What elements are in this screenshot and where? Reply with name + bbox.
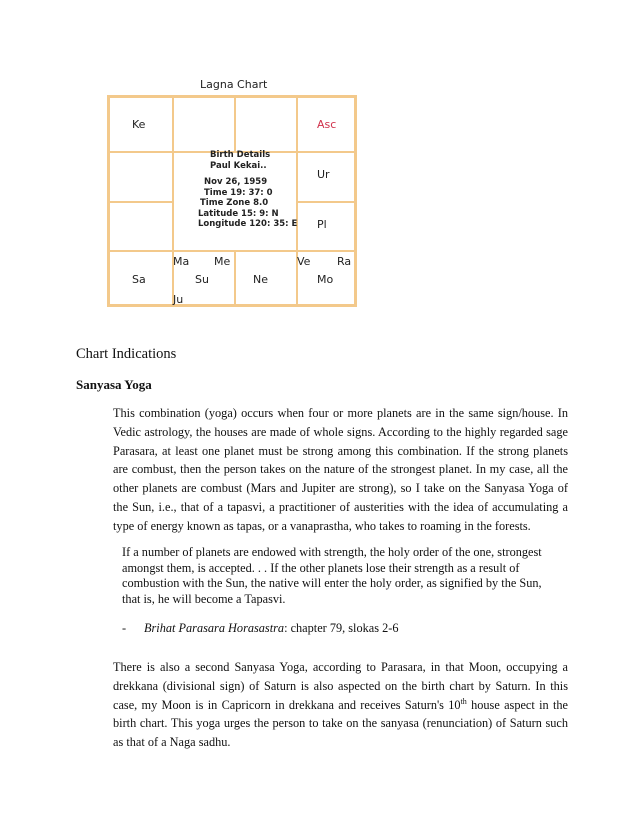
chart-divider <box>110 250 354 252</box>
block-quote: If a number of planets are endowed with strength, the holy order of the one, strongest amongst them, is accepted. . . If the other planets lose their strength as a result of combustion with the Sun, the native will enter the holy order, as signified by the Sun, that is, he will become a Tapasvi. <box>122 545 542 606</box>
citation-dash: - <box>122 621 127 635</box>
citation-reference: : chapter 79, slokas 2-6 <box>284 621 399 635</box>
paragraph-sanyasa-yoga: This combination (yoga) occurs when four or more planets are in the same sign/house. In Vedic astrology, the houses are made of whole signs. According to the highly regarded sage Parasara, at least one planet must be strong among this combination. If the strong planets are combust, then the person takes on the nature of the strongest planet. In my case, all the other planets are combust (Mars and Jupiter are strong), so I take on the Sanyasa Yoga of the Sun, i.e., that of a tapasvi, a practitioner of austerities with the idea of accumulating a type of energy known as tapas, or a vanaprastha, who takes to roaming in the forests. <box>113 406 568 533</box>
chart-title: Lagna Chart <box>200 78 268 91</box>
birth-details-name: Paul Kekai.. <box>210 160 267 171</box>
chart-divider <box>110 201 172 203</box>
house-label-neptune: Ne <box>253 273 268 286</box>
birth-time-zone: Time Zone 8.0 <box>200 198 269 208</box>
house-label-ascendant: Asc <box>317 118 337 131</box>
paragraph-second-yoga <box>113 658 568 752</box>
section-heading: Chart Indications <box>76 346 177 362</box>
house-label-saturn: Sa <box>132 273 146 286</box>
chart-divider <box>172 98 174 304</box>
chart-divider <box>234 250 236 304</box>
quote-citation <box>122 621 398 636</box>
house-label-ketu: Ke <box>132 118 146 131</box>
house-label-jupiter: Ju <box>173 293 184 306</box>
birth-time: Time 19: 37: 0 <box>204 187 273 198</box>
house-label-moon: Mo <box>317 273 334 286</box>
house-label-sun: Su <box>195 273 209 286</box>
house-label-pluto: Pl <box>317 218 327 231</box>
paragraph-second-text-b: house aspect in the birth chart. This yoga urges the person to take on the sanyasa (renunciation) of Saturn such as that of a Naga sadhu. <box>113 697 568 750</box>
house-label-mercury: Me <box>214 255 231 268</box>
house-label-uranus: Ur <box>317 168 330 181</box>
house-label-rahu: Ra <box>337 255 352 268</box>
lagna-chart <box>107 95 357 307</box>
birth-longitude: Longitude 120: 35: E <box>198 219 298 229</box>
house-label-venus: Ve <box>297 255 311 268</box>
chart-divider <box>296 201 354 203</box>
section-subheading: Sanyasa Yoga <box>76 377 152 392</box>
birth-latitude: Latitude 15: 9: N <box>198 208 279 219</box>
paragraph-second-text-a: There is also a second Sanyasa Yoga, according to Parasara, in that Moon, occupying a drekkana (divisional sign) of Saturn is also aspected on the birth chart by Saturn. In this case, my Moon is in Capricorn in drekkana and receives Saturn's 10 <box>113 660 568 712</box>
birth-date: Nov 26, 1959 <box>204 177 268 187</box>
birth-details <box>198 150 297 230</box>
chart-divider <box>234 98 236 151</box>
house-label-mars: Ma <box>173 255 190 268</box>
citation-title: Brihat Parasara Horasastra <box>144 621 285 635</box>
birth-details-heading: Birth Details <box>210 150 271 160</box>
ordinal-suffix: th <box>460 696 467 706</box>
